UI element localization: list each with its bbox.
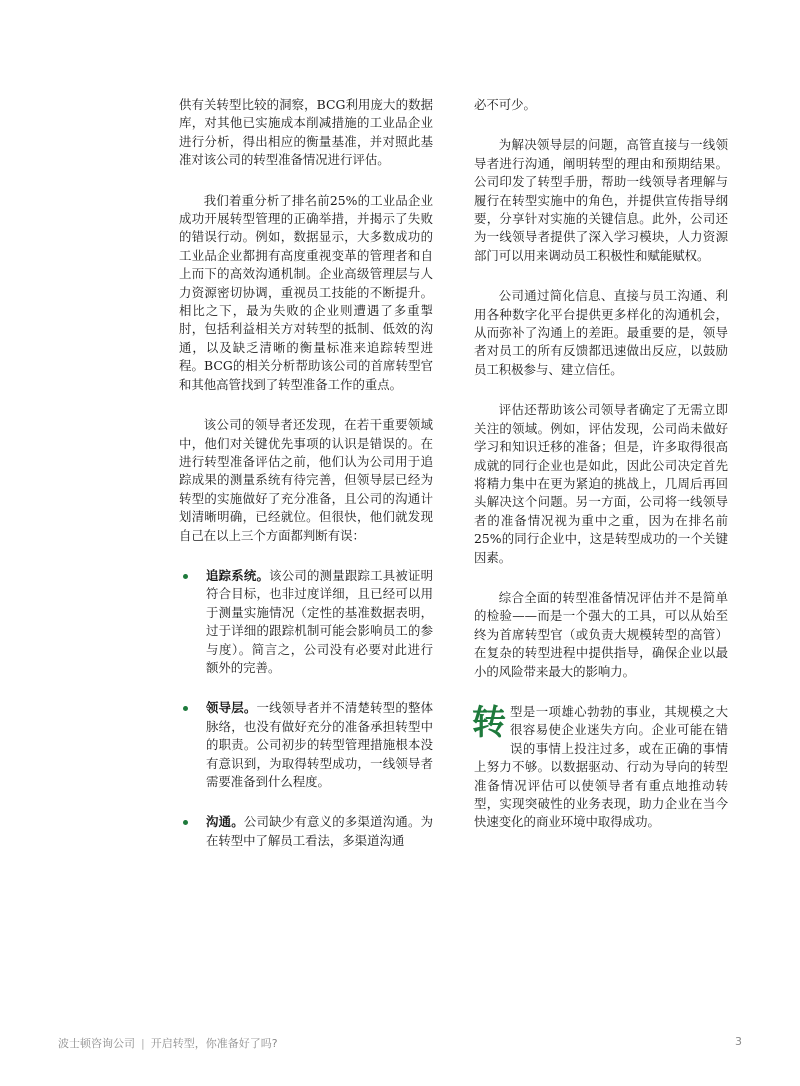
bullet-term: 追踪系统。 <box>206 567 270 583</box>
bullet-icon <box>183 820 188 825</box>
paragraph: 为解决领导层的问题，高管直接与一线领导者进行沟通，阐明转型的理由和预期结果。公司印发了转型手册，帮助一线领导者理解与履行在转型实施中的角色，并提供宣传指导纲要，分享针对实施的关键信息。此外，公司还为一线领导者提供了深入学习模块，人力资源部门可以用来调动员工积极性和赋能赋权。 <box>474 137 728 263</box>
list-item <box>179 567 433 677</box>
bullet-term: 领导层。 <box>206 700 257 716</box>
paragraph: 该公司的领导者还发现，在若干重要领域中，他们对关键优先事项的认识是错误的。在进行转型准备评估之前，他们认为公司用于追踪成果的测量系统有待完善，但领导层已经为转型的实施做好了充分准备，且公司的沟通计划清晰明确，已经就位。但很快，他们就发现自己在以上三个方面都判断有误： <box>179 417 433 543</box>
left-column <box>179 96 433 872</box>
page-footer <box>58 1035 742 1051</box>
list-item <box>179 813 433 850</box>
footer-left <box>58 1035 278 1051</box>
footer-company: 波士顿咨询公司 <box>58 1037 135 1050</box>
paragraph: 必不可少。 <box>474 97 536 112</box>
closing-text: 型是一项雄心勃勃的事业，其规模之大很容易使企业迷失方向。企业可能在错误的事情上投注过多，或在正确的事情上努力不够。以数据驱动、行动为导向的转型准备情况评估可以使领导者有重点地推动转型，实现突破性的业务表现，助力企业在当今快速变化的商业环境中取得成功。 <box>474 703 728 830</box>
paragraph: 公司通过简化信息、直接与员工沟通、利用各种数字化平台提供更多样化的沟通机会，从而弥补了沟通上的差距。最重要的是，领导者对员工的所有反馈都迅速做出反应，以鼓励员工积极参与、建立信任。 <box>474 288 728 377</box>
closing-paragraph <box>474 703 728 832</box>
drop-cap: 转 <box>472 702 506 743</box>
bullet-list <box>179 567 433 850</box>
footer-title: 开启转型，你准备好了吗? <box>150 1037 278 1050</box>
paragraph: 评估还帮助该公司领导者确定了无需立即关注的领域。例如，评估发现，公司尚未做好学习和知识迁移的准备；但是，许多取得很高成就的同行企业也是如此，因此公司决定首先将精力集中在更为紧迫的挑战上，几周后再回头解决这个问题。另一方面，公司将一线领导者的准备情况视为重中之重，因为在排名前25%的同行企业中，这是转型成功的一个关键因素。 <box>474 402 728 565</box>
page-number: 3 <box>735 1035 742 1048</box>
paragraph: 综合全面的转型准备情况评估并不是简单的检验——而是一个强大的工具，可以从始至终为首席转型官（或负责大规模转型的高管）在复杂的转型进程中提供指导，确保企业以最小的风险带来最大的影响力。 <box>474 589 728 679</box>
list-item <box>179 699 433 791</box>
bullet-icon <box>183 574 188 579</box>
paragraph: 我们着重分析了排名前25%的工业品企业成功开展转型管理的正确举措，并揭示了失败的错误行动。例如，数据显示，大多数成功的工业品企业都拥有高度重视变革的管理者和自上而下的高效沟通机制。企业高级管理层与人力资源密切协调，重视员工技能的不断提升。相比之下，最为失败的企业则遭遇了多重掣肘，包括利益相关方对转型的抵制、低效的沟通，以及缺乏清晰的衡量标准来追踪转型进程。BCG的相关分析帮助该公司的首席转型官和其他高管找到了转型准备工作的重点。 <box>179 192 433 392</box>
bullet-text: 一线领导者并不清楚转型的整体脉络，也没有做好充分的准备承担转型中的职责。公司初步的转型管理措施根本没有意识到，为取得转型成功，一线领导者需要准备到什么程度。 <box>206 700 434 789</box>
bullet-text: 该公司的测量跟踪工具被证明符合目标，也非过度详细，且已经可以用于测量实施情况（定性的基准数据表明，过于详细的跟踪机制可能会影响员工的参与度）。简言之，公司没有必要对此进行额外的完善。 <box>206 567 434 675</box>
bullet-text: 公司缺少有意义的多渠道沟通。为在转型中了解员工看法，多渠道沟通 <box>206 814 434 848</box>
footer-separator: | <box>141 1037 145 1050</box>
right-column <box>474 96 728 854</box>
paragraph: 供有关转型比较的洞察，BCG利用庞大的数据库，对其他已实施成本削减措施的工业品企业进行分析，得出相应的衡量基准，并对照此基准对该公司的转型准备情况进行评估。 <box>179 97 433 168</box>
bullet-term: 沟通。 <box>206 814 244 830</box>
bullet-icon <box>183 706 188 711</box>
